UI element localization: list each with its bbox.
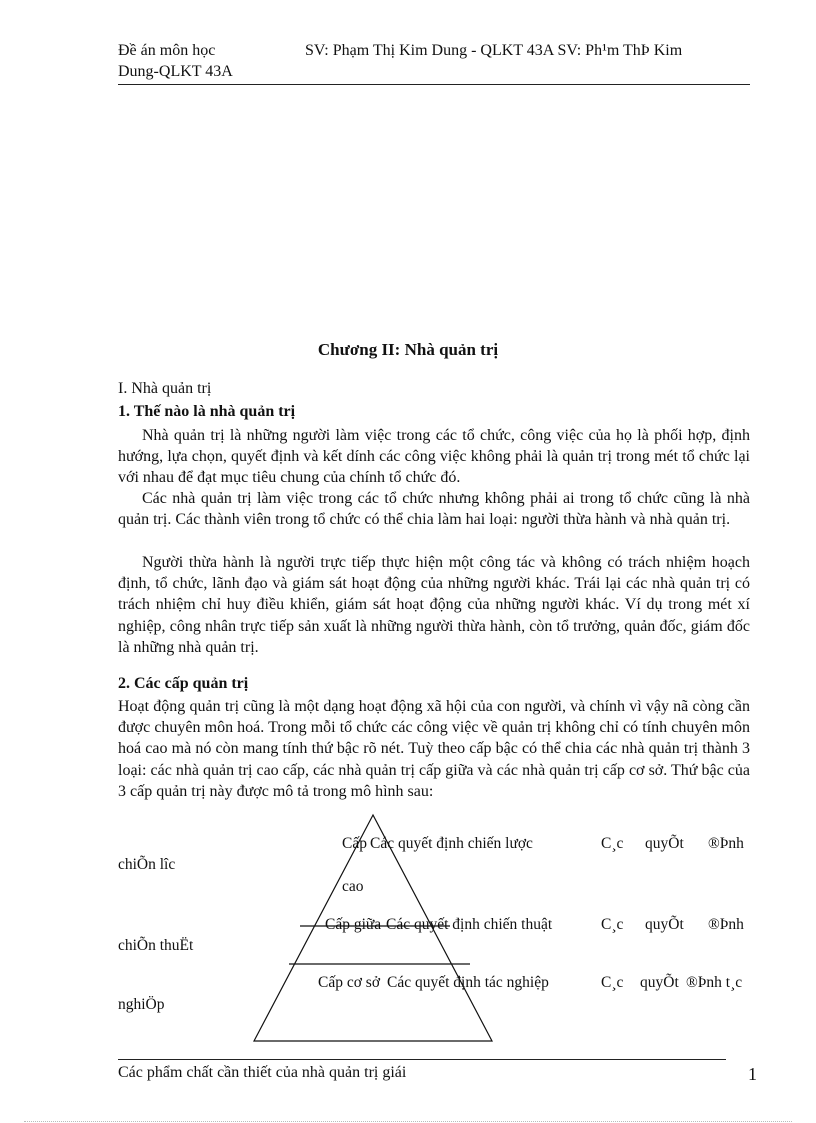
subsection-1-heading: 1. Thế nào là nhà quản trị bbox=[118, 403, 296, 420]
level-low-label: Cấp cơ sở bbox=[318, 974, 381, 991]
level-mid-wrap: chiÕn thuËt bbox=[118, 937, 194, 954]
level-top-label-cont: cao bbox=[342, 878, 364, 895]
level-low-decision: Các quyết định tác nghiệp bbox=[387, 974, 549, 991]
level-top-right-a: C¸c bbox=[601, 835, 624, 852]
level-mid-right-c: ®Þnh bbox=[708, 916, 744, 933]
level-mid-right-a: C¸c bbox=[601, 916, 624, 933]
chapter-title: Chương II: Nhà quản trị bbox=[317, 340, 499, 359]
section-heading: I. Nhà quản trị bbox=[118, 380, 212, 397]
level-top-decision: Các quyết định chiến lược bbox=[370, 835, 533, 852]
level-mid-decision: Các quyết định chiến thuật bbox=[386, 916, 553, 933]
header-student: SV: Phạm Thị Kim Dung - QLKT 43A SV: Ph¹m ThÞ Kim bbox=[305, 42, 683, 59]
level-top-right-c: ®Þnh bbox=[708, 835, 744, 852]
page-number: 1 bbox=[748, 1064, 757, 1084]
level-low-right-a: C¸c bbox=[601, 974, 624, 991]
paragraph-2-text: Các nhà quản trị làm việc trong các tổ chức nhưng không phải ai trong tổ chức cũng là nhà quản trị. Các thành viên trong tổ chức có thể chia làm hai loại: người thừa hành và nhà quản trị. bbox=[118, 490, 750, 529]
level-low-wrap: nghiÖp bbox=[118, 996, 165, 1013]
paragraph-1-text: Nhà quản trị là những người làm việc trong các tổ chức, công việc của họ là phối hợp, định hướng, lựa chọn, quyết định và kết dính các công việc không phải là quản trị trong mét tổ chức lại với nhau để đạt mục tiêu chung của chính tổ chức đó. bbox=[118, 427, 750, 487]
page-bottom-edge bbox=[24, 1121, 792, 1122]
footer-text: Các phẩm chất cần thiết của nhà quản trị giái bbox=[118, 1064, 407, 1081]
level-low-right-c: ®Þnh t¸c bbox=[686, 974, 743, 991]
header-course: Đề án môn học bbox=[118, 42, 216, 59]
paragraph-4-text: Hoạt động quản trị cũng là một dạng hoạt động xã hội của con người, và chính vì vậy nã còng cần được chuyên môn hoá. Trong mỗi tổ chức các công việc về quản trị không chỉ có tính chuyên môn hoá cao mà nó còn mang tính thứ bậc rõ nét. Tuỳ theo cấp bậc có thể chia các nhà quản trị thành 3 loại: các nhà quản trị cao cấp, các nhà quản trị cấp giữa và các nhà quản trị cấp cơ sở. Thứ bậc của 3 cấp quản trị này được mô tả trong mô hình sau: bbox=[118, 698, 750, 800]
level-top-wrap: chiÕn lîc bbox=[118, 856, 176, 873]
subsection-2-heading: 2. Các cấp quản trị bbox=[118, 675, 249, 692]
level-top-right-b: quyÕt bbox=[645, 835, 684, 852]
footer-rule bbox=[118, 1059, 726, 1060]
paragraph-3-text: Người thừa hành là người trực tiếp thực hiện một công tác và không có trách nhiệm hoạch định, tổ chức, lãnh đạo và giám sát hoạt động của những người khác. Trái lại các nhà quản trị có trách nhiệm chỉ huy điều khiển, giám sát hoạt động của những người khác. Ví dụ trong mét xí nghiệp, công nhân trực tiếp sản xuất là những người thừa hành, còn tổ trưởng, quản đốc, giám đốc là những nhà quản trị. bbox=[118, 554, 750, 656]
level-mid-label: Cấp giữa bbox=[325, 916, 382, 933]
level-top-label: Cấp bbox=[342, 835, 367, 852]
header-class: Dung-QLKT 43A bbox=[118, 63, 233, 80]
level-low-right-b: quyÕt bbox=[640, 974, 679, 991]
level-mid-right-b: quyÕt bbox=[645, 916, 684, 933]
